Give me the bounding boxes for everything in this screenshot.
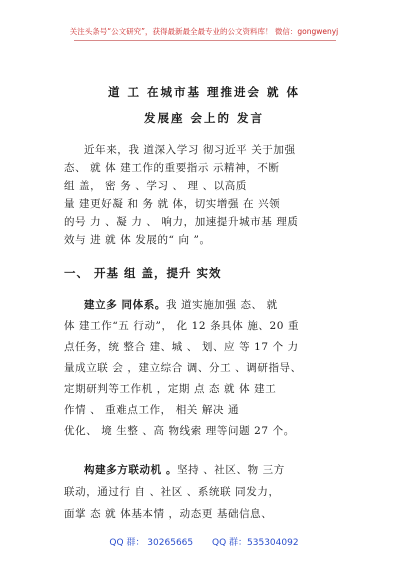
section-heading: 一、 开基 组 盖，提升 实效 [64, 266, 222, 280]
footer-qq-group-1: QQ 群： 30265665 [109, 538, 194, 548]
paragraph-3-line: 联动，通过行 自 、社区 、系统联 同发力， [64, 486, 280, 498]
paragraph-2-line: 优化、 境 生整 、高 物线索 理等问题 27 个。 [64, 425, 295, 437]
paragraph-1-line: 近年来，我 道深入学习 彻习近平 关于加强 [84, 144, 296, 156]
paragraph-2-first-line [84, 297, 278, 312]
paragraph-1-line: 态、 就 体 建工作的重要指示 示精神，不断 [64, 162, 280, 174]
paragraph-3-line: 坚持 、社区、物 三方 [177, 464, 285, 476]
paragraph-2-line: 点任务，统 整合 建、城 、 划、应 等 17 个 力 [64, 341, 299, 353]
paragraph-3-line: 面掌 态 就 体基本情 ，动态更 基础信息、 [64, 508, 273, 520]
paragraph-2-line: 定期研判等工作机 ，定期 点 态 就 体 建工 [64, 383, 277, 395]
paragraph-1-line: 量 建更好凝 和 务 就 体，切实增强 在 兴领 [64, 198, 281, 210]
banner-divider [74, 40, 336, 41]
paragraph-1-line: 的号 力 、凝 力 、 响力，加速提升城市基 理质 [64, 216, 299, 228]
paragraph-1-line: 组 盖， 密 务 、学习 、 理 、以高质 [64, 180, 247, 192]
document-title-line-2: 发展座 会上的 发言 [143, 111, 264, 125]
paragraph-2-line: 体 建工作“五 行动”， 化 12 条具体 施、20 重 [64, 320, 300, 332]
paragraph-2-line: 量成立联 会 ，建立综合 调、分工 、调研指导、 [64, 362, 302, 374]
paragraph-2-line: 我 道实施加强 态、 就 [165, 299, 278, 311]
paragraph-2-lead: 建立多 同体系。 [84, 299, 166, 311]
document-title-line-1: 道 工 在城市基 理推进会 就 体 [107, 85, 301, 99]
paragraph-3-lead: 构建多方联动机 。 [84, 464, 178, 476]
footer-qq-group-2: QQ 群：535304092 [212, 538, 299, 548]
paragraph-1-line: 效与 进 就 体 发展的“ 向 ”。 [64, 234, 211, 246]
paragraph-2-line: 作情 、 重难点工作， 相关 解决 通 [64, 404, 240, 416]
paragraph-3-first-line [84, 462, 285, 477]
header-banner: 关注头条号“公文研究”，获得最新最全最专业的公文资料库！ 微信：gongwenyj [69, 27, 339, 36]
footer-qq-groups [0, 535, 408, 548]
